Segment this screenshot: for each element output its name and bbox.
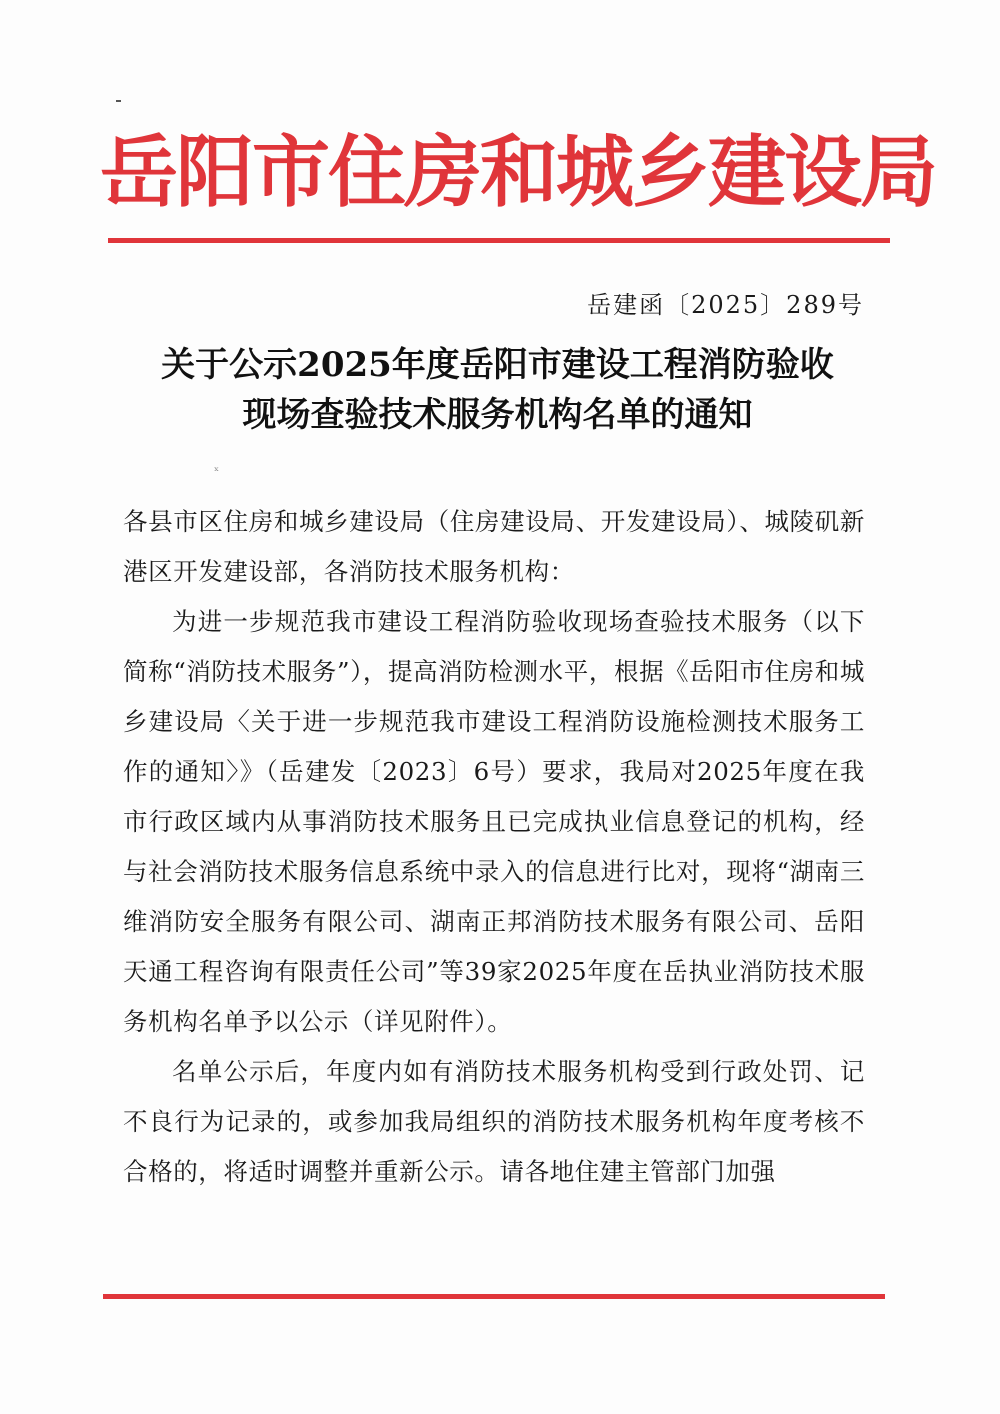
letterhead-org-name: 岳阳市住房和城乡建设局 (100, 128, 937, 218)
body-paragraph-1: 为进一步规范我市建设工程消防验收现场查验技术服务（以下简称“消防技术服务”），提高消防检测水平，根据《岳阳市住房和城乡建设局〈关于进一步规范我市建设工程消防设施检测技术服务工作的通知〉》（岳建发〔2023〕6号）要求，我局对2025年度在我市行政区域内从事消防技术服务且已完成执业信息登记的机构，经与社会消防技术服务信息系统中录入的信息进行比对，现将“湖南三维消防安全服务有限公司、湖南正邦消防技术服务有限公司、岳阳天通工程咨询有限责任公司”等39家2025年度在岳执业消防技术服务机构名单予以公示（详见附件）。 (123, 607, 865, 1036)
pen-mark: ₓ (214, 460, 220, 474)
title-line-2: 现场查验技术服务机构名单的通知 (242, 395, 753, 435)
letterhead-red-rule (108, 238, 890, 243)
body-paragraph-2: 名单公示后，年度内如有消防技术服务机构受到行政处罚、记不良行为记录的，或参加我局组织的消防技术服务机构年度考核不合格的，将适时调整并重新公示。请各地住建主管部门加强 (123, 1057, 865, 1186)
document-number: 岳建函〔2025〕289号 (587, 291, 864, 319)
document-body (123, 497, 865, 1197)
scan-mark (116, 100, 121, 102)
title-line-1: 关于公示2025年度岳阳市建设工程消防验收 (161, 345, 834, 385)
footer-red-rule (103, 1294, 885, 1299)
salutation: 各县市区住房和城乡建设局（住房建设局、开发建设局）、城陵矶新港区开发建设部，各消防技术服务机构： (123, 507, 865, 586)
document-title (110, 340, 885, 440)
